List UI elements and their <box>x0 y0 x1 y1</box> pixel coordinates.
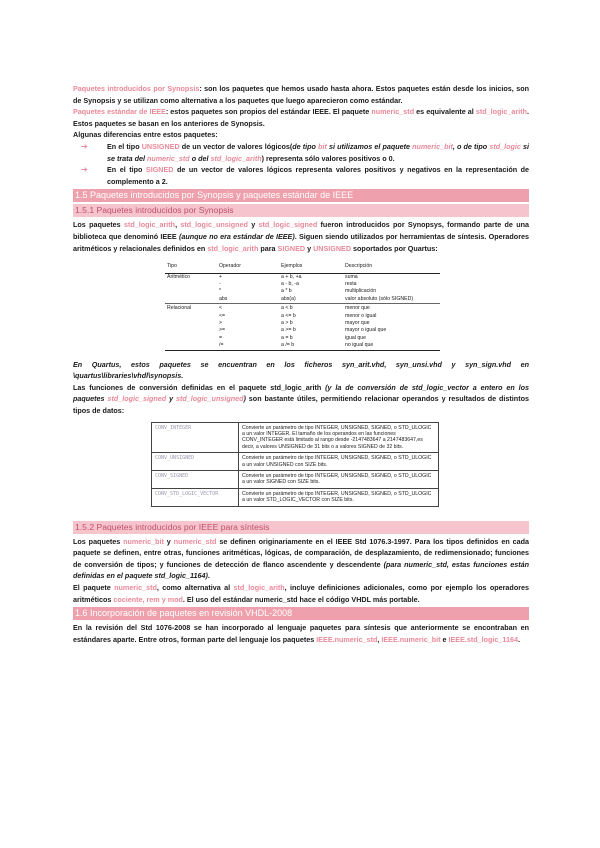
table-cell: suma <box>345 273 358 280</box>
code-std-logic-arith: std_logic_arith <box>210 153 262 163</box>
text: (para numeric_std, estas funciones están definidas en el paquete std_logic_1164) <box>73 559 530 581</box>
table-cell: > <box>219 319 223 326</box>
text: se definen originariamente en el IEEE Std 1076.3-1997. Para los tipos definidos en cada paquete se definen, entre otras, funciones aritméticas, lógicas, de comparación, de desplazamiento, de redimensionado; funciones de conversión de tipos; y funciones de detección de flanco ascendente y descendente <box>73 536 529 569</box>
table-row <box>165 288 440 295</box>
keyword-signed: SIGNED <box>145 165 174 175</box>
table-cell: multiplicación <box>345 288 377 295</box>
text: soportados por Quartus: <box>351 243 438 253</box>
code-bit: bit <box>318 141 327 151</box>
text: y <box>247 220 259 230</box>
text: , incluye definiciones adicionales, como por ejemplo los operadores aritméticos <box>73 583 530 604</box>
table-cell: abs(a) <box>281 295 296 302</box>
table-cell: mayor que <box>345 319 370 326</box>
text: . Estos paquetes se basan en los anteriores de Synopsis. <box>73 107 529 128</box>
text: . <box>207 571 210 581</box>
code: numeric_std <box>173 536 217 546</box>
function-name: CONV_STD_LOGIC_VECTOR <box>152 488 239 506</box>
differences-intro: Algunas diferencias entre estos paquetes: <box>73 130 218 140</box>
table-cell <box>165 327 217 334</box>
table-row <box>165 304 440 313</box>
table-cell: abs <box>219 295 228 302</box>
text: es equivalente al <box>414 107 476 117</box>
text: . <box>518 634 521 644</box>
function-description: Convierte un parámetro de tipo INTEGER, UNSIGNED, SIGNED, o STD_ULOGIC a un valor SIGNED con SIZE bits. <box>239 471 439 489</box>
table-cell <box>165 296 217 304</box>
text: si se trata del <box>107 141 530 163</box>
table-cell: a /= b <box>279 342 343 350</box>
text: En el tipo <box>107 165 146 175</box>
code: numeric_std <box>114 583 157 592</box>
table-cell: - <box>219 280 221 287</box>
text: y <box>305 243 314 253</box>
column-header: Operador <box>217 260 279 273</box>
text: , <box>175 220 181 230</box>
column-header: Ejemplos <box>279 260 343 273</box>
keyword-unsigned: UNSIGNED <box>141 141 180 151</box>
code: IEEE.std_logic_1164 <box>448 634 519 644</box>
table-row <box>165 296 440 304</box>
code: std_logic_unsigned <box>180 220 248 230</box>
paragraph-quartus-files: En Quartus, estos paquetes se encuentran en los ficheros syn_arit.vhd, syn_unsi.vhd y syn_sign.vhd en \quartus\libraries\vhdl\synopsis. <box>73 359 529 381</box>
table-cell: valor absoluto (sólo SIGNED) <box>345 295 414 302</box>
table-cell: a <= b <box>281 312 296 319</box>
text: : estos paquetes son propios del estándar IEEE. El paquete <box>165 107 372 117</box>
text: de un vector de valores lógicos( <box>179 141 293 151</box>
table-row <box>152 471 439 489</box>
table-cell: resta <box>345 280 357 287</box>
text: Las funciones de conversión definidas en el paquete std_logic_arith <box>73 382 326 392</box>
column-header: Tipo <box>165 260 217 273</box>
paragraph-vhdl-2008 <box>73 622 529 645</box>
table-cell: menor que <box>343 304 440 313</box>
table-cell: menor o igual <box>345 312 377 319</box>
arrow-icon: ➔ <box>81 141 88 151</box>
text: El paquete <box>73 583 115 592</box>
keyword: SIGNED <box>277 243 306 253</box>
function-name: CONV_INTEGER <box>152 422 239 453</box>
code: IEEE.numeric_std <box>316 634 378 644</box>
code: cociente, rem y mod <box>113 594 183 604</box>
table-cell: igual que <box>345 334 367 341</box>
intro-paragraph-synopsis <box>73 83 529 106</box>
text: . El uso del estándar numeric_std hace el código VHDL más portable. <box>182 594 420 604</box>
code: numeric_bit <box>123 536 164 546</box>
arrow-icon: ➔ <box>81 165 88 175</box>
term-synopsis: Paquetes introducidos por Synopsis <box>73 84 200 93</box>
function-description: Convierte un parámetro de tipo INTEGER, UNSIGNED, SIGNED, o STD_ULOGIC a un valor INTEGER. El tamaño de los operandos en las funciones CONV_INTEGER está limitado al rango desde -2147483647 a 2147483647,es decir, a valores UNSIGNED de 31 bits o a valores SIGNED de 32 bits. <box>239 422 439 453</box>
table-cell: a + b, +a <box>281 273 302 280</box>
section-heading-1-5-1: 1.5.1 Paquetes introducidos por Synopsis <box>73 204 529 217</box>
table-cell: a - b, -a <box>281 280 299 287</box>
table-cell: /= <box>217 342 279 350</box>
table-cell <box>165 281 217 288</box>
table-row <box>165 313 440 320</box>
function-description: Convierte un parámetro de tipo INTEGER, UNSIGNED, SIGNED, o STD_ULOGIC a un valor UNSIGNED con SIZE bits. <box>239 453 439 471</box>
table-cell <box>165 288 217 295</box>
table-row <box>152 488 439 506</box>
text: ) representa sólo valores positivos o 0. <box>261 153 395 163</box>
paragraph-numeric-packages <box>73 536 529 582</box>
code-numeric-std: numeric_std <box>371 107 415 117</box>
table-cell: a > b <box>281 319 293 326</box>
table-cell: <= <box>219 312 226 319</box>
keyword: UNSIGNED <box>313 243 352 253</box>
text: (aunque no era estándar de IEEE) <box>178 231 295 241</box>
paragraph-conversion-functions <box>73 382 529 417</box>
intro-paragraph-ieee <box>73 106 529 129</box>
code: std_logic_arith <box>207 243 259 253</box>
table-row <box>165 320 440 327</box>
section-heading-1-5-2: 1.5.2 Paquetes introducidos por IEEE para síntesis <box>73 521 529 534</box>
text: si utilizamos el paquete <box>326 141 413 151</box>
table-cell: * <box>219 288 222 295</box>
text: o del <box>189 153 211 163</box>
bullet-signed <box>73 164 529 187</box>
term-ieee: Paquetes estándar de IEEE <box>73 107 166 117</box>
text: y <box>166 394 176 404</box>
text: En la revisión del Std 1076-2008 se han incorporado al lenguaje paquetes para síntesis que anteriormente se encontraban en estándares aparte. Entre otros, forman parte del lenguaje los paquetes <box>73 623 529 644</box>
table-cell <box>165 342 217 350</box>
text: para <box>258 243 278 253</box>
table-row <box>165 273 440 281</box>
text: : son los paquetes que hemos usado hasta ahora. Estos paquetes están desde los inicios, son de Synopsis y se utilizan como alternativa a los paquetes que luego aparecieron como estándar. <box>73 84 529 105</box>
text: En el tipo <box>107 141 142 151</box>
table-cell: mayor o igual que <box>345 327 387 334</box>
bullet-text <box>107 164 529 187</box>
text: de un vector de valores lógicos representa valores positivos y negativos en la representación de complemento a 2. <box>107 165 529 186</box>
text: . Siguen siendo utilizados por herramientas de síntesis. Operadores aritméticos y relacionales definidos en <box>73 231 529 253</box>
code-numeric-std: numeric_std <box>146 153 190 163</box>
table-row <box>165 342 440 350</box>
code-std-logic: std_logic <box>489 141 521 151</box>
table-row <box>152 453 439 471</box>
table-cell: a >= b <box>281 327 296 334</box>
text: e <box>440 634 449 644</box>
table-cell: Aritmético <box>167 273 191 280</box>
code: std_logic_signed <box>258 220 318 230</box>
table-cell <box>165 335 217 342</box>
function-name: CONV_UNSIGNED <box>152 453 239 471</box>
bullet-unsigned <box>73 141 529 164</box>
document-content <box>73 83 529 645</box>
code: std_logic_signed <box>107 394 167 404</box>
text: , o de tipo <box>452 141 490 151</box>
table-row <box>165 327 440 334</box>
paragraph-numeric-std <box>73 582 529 605</box>
table-cell: a * b <box>281 288 292 295</box>
table-header-row <box>165 260 440 273</box>
table-cell: = <box>219 334 223 341</box>
section-heading-1-5: 1.5 Paquetes introducidos por Synopsis y paquetes estándar de IEEE <box>73 189 529 202</box>
table-cell: >= <box>219 327 226 334</box>
text: de tipo <box>292 141 319 151</box>
operators-table <box>165 260 440 350</box>
text: (y la de conversión de std_logic_vector a entero en los paquetes <box>73 382 529 404</box>
table-row <box>152 422 439 453</box>
conversion-functions-table <box>151 422 439 507</box>
table-row <box>165 335 440 342</box>
text: , como alternativa al <box>156 583 234 592</box>
section-heading-1-6: 1.6 Incorporación de paquetes en revisión VHDL-2008 <box>73 607 529 620</box>
table-cell: a < b <box>279 304 343 313</box>
text: Los paquetes <box>73 220 124 230</box>
table-cell <box>165 320 217 327</box>
code: std_logic_arith <box>123 220 176 230</box>
table-cell: no igual que <box>343 342 440 350</box>
code-numeric-bit: numeric_bit <box>412 141 453 151</box>
text: y <box>163 536 174 546</box>
table-cell: < <box>217 304 279 313</box>
text: Los paquetes <box>73 536 124 546</box>
text: ) <box>243 394 246 404</box>
text: fueron introducidos por Synopsys, formando parte de una biblioteca que denominó IEEE <box>73 220 529 241</box>
table-row <box>165 281 440 288</box>
code: std_logic_arith <box>233 583 285 592</box>
table-cell <box>165 313 217 320</box>
code: IEEE.numeric_bit <box>381 634 441 644</box>
table-cell: a = b <box>281 334 293 341</box>
table-cell: Relacional <box>165 304 217 313</box>
column-header: Descripción <box>343 260 440 273</box>
paragraph-synopsys-packages <box>73 219 529 254</box>
function-name: CONV_SIGNED <box>152 471 239 489</box>
table-cell: + <box>219 273 223 280</box>
bullet-text <box>107 141 529 164</box>
code: std_logic_unsigned <box>176 394 244 404</box>
function-description: Convierte un parámetro de tipo INTEGER, UNSIGNED, SIGNED, o STD_ULOGIC a un valor STD_LOGIC_VECTOR con SIZE bits. <box>239 488 439 506</box>
text: , <box>377 634 382 644</box>
code-std-logic-arith: std_logic_arith <box>475 107 527 117</box>
text: son bastante útiles, permitiendo relacionar operandos y resultados de distintos tipos de datos: <box>73 394 529 415</box>
